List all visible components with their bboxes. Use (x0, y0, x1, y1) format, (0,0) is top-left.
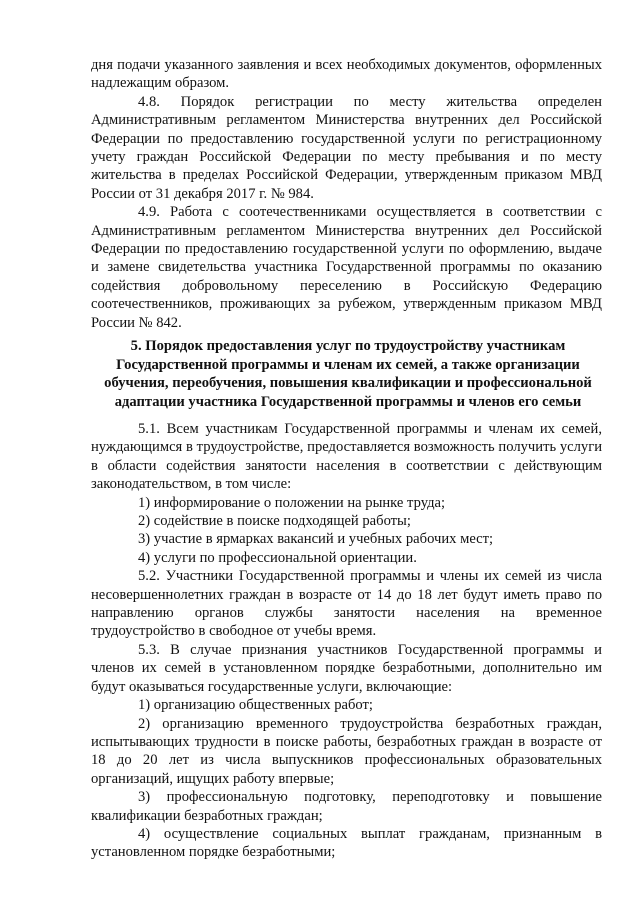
top-text-block (91, 56, 602, 332)
list-item: 1) организацию общественных работ; (138, 697, 373, 714)
paragraph-continuation: дня подачи указанного заявления и всех необходимых документов, оформленных надлежащим образом. (91, 57, 602, 92)
list-item: 4) осуществление социальных выплат гражданам, признанным в установленном порядке безработными; (91, 825, 602, 861)
paragraph-5-2: 5.2. Участники Государственной программы и члены их семей из числа несовершеннолетних граждан в возрасте от 14 до 18 лет будут иметь право по направлению органов службы занятости населения на временное трудоустройство в свободное от учебы время. (91, 568, 602, 640)
paragraph-5-3: 5.3. В случае признания участников Государственной программы и членов их семей в установленном порядке безработными, дополнительно им будут оказываться государственные услуги, включающие: (91, 641, 602, 695)
list-item: 2) содействие в поиске подходящей работы; (138, 513, 411, 530)
list-item: 4) услуги по профессиональной ориентации. (138, 549, 417, 566)
paragraph-4-8: 4.8. Порядок регистрации по месту жительства определен Административным регламентом Министерства внутренних дел Российской Федерации по предоставлению государственной услуги по регистрационному учету граждан Российской Федерации по месту пребывания и по месту жительства в пределах Российской Федерации, утвержденным приказом МВД России от 31 декабря 2017 г. № 984. (91, 93, 602, 202)
paragraph-4-9: 4.9. Работа с соотечественниками осуществляется в соответствии с Административным регламентом Министерства внутренних дел Российской Федерации по предоставлению государственной услуги по оформлению, выдаче и замене свидетельства участника Государственной программы по оказанию содействия добровольному переселению в Российскую Федерацию соотечественников, проживающих за рубежом, утвержденным приказом МВД России № 842. (91, 204, 602, 331)
list-item: 3) участие в ярмарках вакансий и учебных рабочих мест; (138, 531, 494, 548)
list-item: 2) организацию временного трудоустройства безработных граждан, испытывающих трудности в поиске работы, безработных граждан в возрасте от 18 до 20 лет из числа выпускников профессиональных образовательных организаций, ищущих работу впервые; (91, 715, 602, 787)
list-item: 3) профессиональную подготовку, переподготовку и повышение квалификации безработных граждан; (91, 789, 602, 824)
section-5-body (91, 420, 602, 862)
paragraph-5-1: 5.1. Всем участникам Государственной программы и членам их семей, нуждающимся в трудоустройстве, предоставляется возможность получить услуги в области содействия занятости населения в соответствии с действующим законодательством, в том числе: (91, 421, 602, 493)
list-item: 1) информирование о положении на рынке труда; (138, 494, 446, 511)
section-5-heading: 5. Порядок предоставления услуг по трудоустройству участникам Государственной программы и членам их семей, а также организации обучения, переобучения, повышения квалификации и профессиональной адаптации участника Государственной программы и членов его семьи (104, 338, 592, 410)
